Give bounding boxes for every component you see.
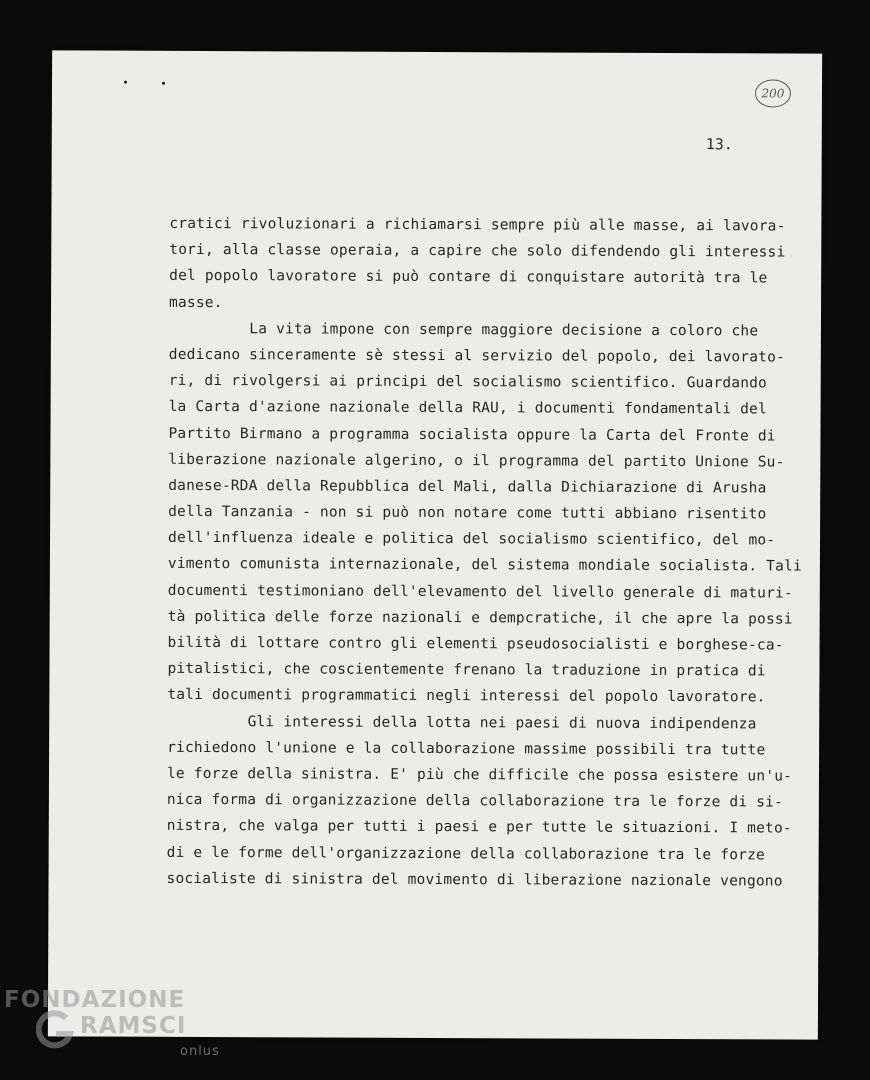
text-line: nistra, che valga per tutti i paesi e per tutte le situazioni. I meto- bbox=[166, 818, 792, 837]
document-page bbox=[48, 50, 822, 1039]
text-line: vimento comunista internazionale, del sistema mondiale socialista. Tali bbox=[167, 556, 802, 576]
watermark-line1: FONDAZIONE bbox=[4, 987, 186, 1013]
text-line: di e le forme dell'organizzazione della collaborazione tra le forze bbox=[166, 844, 765, 863]
watermark-sub: onlus bbox=[180, 1044, 220, 1059]
text-line: pitalistici, che coscientemente frenano la traduzione in pratica di bbox=[167, 661, 766, 680]
punch-dot bbox=[124, 81, 127, 84]
text-line: nica forma di organizzazione della collaborazione tra le forze di si- bbox=[166, 791, 784, 811]
text-line: richiedono l'unione e la collaborazione massime possibili tra tutte bbox=[167, 739, 766, 759]
page-number: 13. bbox=[705, 135, 733, 154]
archive-stamp bbox=[755, 79, 791, 107]
text-line: del popolo lavoratore si può contare di conquistare autorità tra le bbox=[169, 268, 768, 287]
g-logo-icon bbox=[36, 1010, 76, 1050]
text-line: dedicano sinceramente sè stessi al servizio del popolo, dei lavorato- bbox=[168, 346, 786, 366]
text-line: danese-RDA della Repubblica del Mali, dalla Dichiarazione di Arusha bbox=[168, 477, 767, 497]
text-line: Partito Birmano a programma socialista oppure la Carta del Fronte di bbox=[168, 425, 776, 444]
text-line: tori, alla classe operaia, a capire che solo difendendo gli interessi bbox=[169, 242, 786, 261]
text-line: Gli interessi della lotta nei paesi di nuova indipendenza bbox=[167, 713, 757, 732]
text-line: ri, di rivolgersi ai principi del socialismo scientifico. Guardando bbox=[168, 372, 768, 392]
text-line: della Tanzania - non si può non notare come tutti abbiano risentito bbox=[168, 503, 767, 523]
watermark-logo bbox=[4, 986, 220, 1059]
text-line: cratici rivoluzionari a richiamarsi sempre più alle masse, ai lavora- bbox=[169, 215, 786, 235]
text-line: dell'influenza ideale e politica del socialismo scientifico, del mo- bbox=[167, 530, 776, 549]
text-line: socialiste di sinistra del movimento di liberazione nazionale vengono bbox=[166, 870, 783, 890]
text-line: documenti testimoniano dell'elevamento del livello generale di maturi- bbox=[167, 582, 793, 602]
text-line: tali documenti programmatici negli interessi del popolo lavoratore. bbox=[167, 687, 766, 706]
archive-number: 200 bbox=[761, 86, 785, 101]
text-line: la Carta d'azione nazionale della RAU, i documenti fondamentali del bbox=[168, 399, 767, 418]
text-line: bilità di lottare contro gli elementi pseudosocialisti e borghese-ca- bbox=[167, 634, 784, 654]
text-line: La vita impone con sempre maggiore decisione a coloro che bbox=[168, 320, 759, 340]
watermark-line2: RAMSCI bbox=[80, 1013, 187, 1039]
text-line: le forze della sinistra. E' più che difficile che possa esistere un'u- bbox=[166, 765, 793, 785]
punch-dot bbox=[162, 82, 165, 85]
body-text bbox=[166, 211, 809, 895]
text-line: liberazione nazionale algerino, o il programma del partito Unione Su- bbox=[168, 451, 785, 471]
text-line: masse. bbox=[169, 294, 223, 311]
text-line: tà politica delle forze nazionali e dempcratiche, il che apre la possi bbox=[167, 608, 793, 628]
